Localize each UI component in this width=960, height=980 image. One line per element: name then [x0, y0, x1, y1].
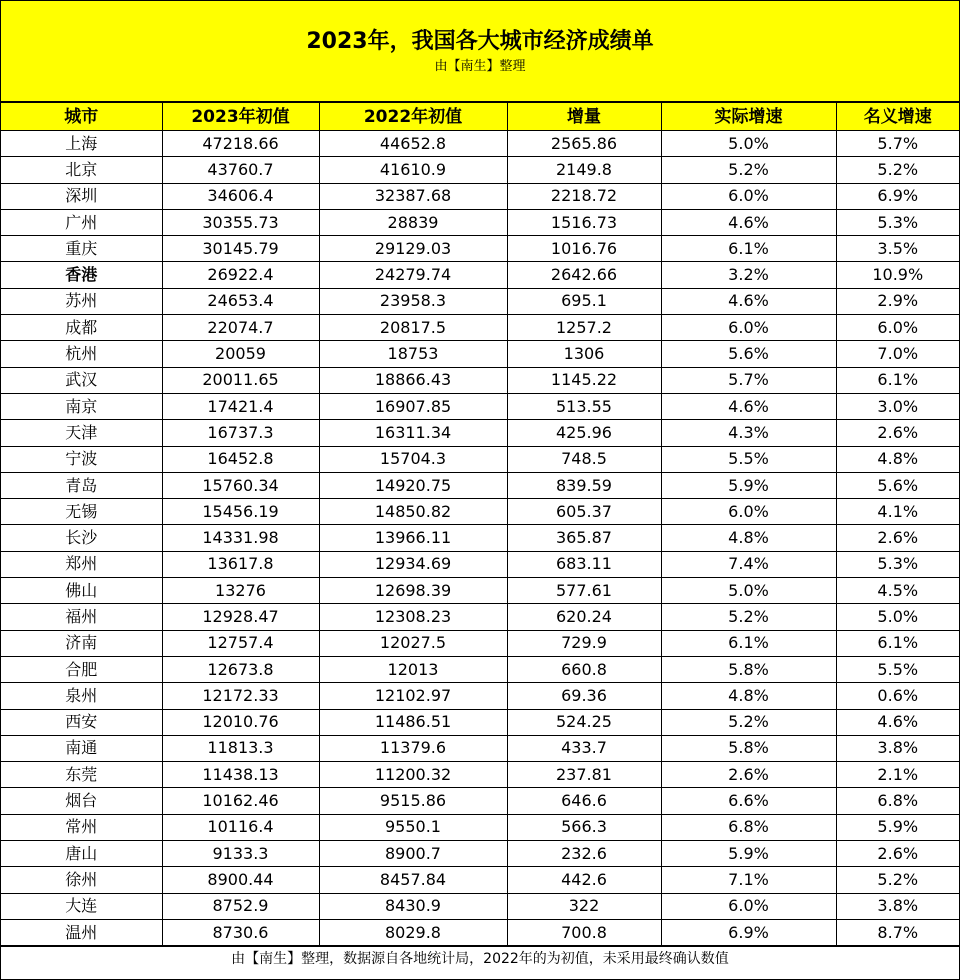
cell-city: 郑州 [1, 551, 162, 577]
cell-real-growth: 4.6% [661, 209, 836, 235]
table-row [1, 709, 959, 735]
cell-increment: 1516.73 [507, 209, 661, 235]
cell-increment: 1257.2 [507, 315, 661, 341]
cell-2023-value: 20011.65 [162, 367, 319, 393]
cell-increment: 513.55 [507, 393, 661, 419]
cell-2022-value: 12308.23 [319, 604, 507, 630]
cell-2023-value: 8730.6 [162, 919, 319, 945]
cell-increment: 524.25 [507, 709, 661, 735]
cell-nominal-growth: 10.9% [836, 262, 959, 288]
cell-increment: 700.8 [507, 919, 661, 945]
cell-nominal-growth: 6.0% [836, 315, 959, 341]
cell-city: 南京 [1, 393, 162, 419]
cell-city: 无锡 [1, 499, 162, 525]
table-row [1, 499, 959, 525]
cell-2023-value: 11813.3 [162, 735, 319, 761]
cell-increment: 2642.66 [507, 262, 661, 288]
cell-nominal-growth: 2.6% [836, 420, 959, 446]
cell-2022-value: 18866.43 [319, 367, 507, 393]
cell-nominal-growth: 2.9% [836, 288, 959, 314]
cell-nominal-growth: 3.8% [836, 893, 959, 919]
table-row [1, 841, 959, 867]
cell-2022-value: 13966.11 [319, 525, 507, 551]
cell-city: 佛山 [1, 578, 162, 604]
cell-nominal-growth: 4.1% [836, 499, 959, 525]
cell-city: 宁波 [1, 446, 162, 472]
table-row [1, 315, 959, 341]
cell-real-growth: 6.1% [661, 630, 836, 656]
cell-increment: 729.9 [507, 630, 661, 656]
cell-2023-value: 20059 [162, 341, 319, 367]
cell-city: 西安 [1, 709, 162, 735]
cell-increment: 683.11 [507, 551, 661, 577]
table-row [1, 762, 959, 788]
table-row [1, 157, 959, 183]
table-row [1, 236, 959, 262]
cell-city: 青岛 [1, 472, 162, 498]
table-row [1, 420, 959, 446]
cell-real-growth: 6.9% [661, 919, 836, 945]
cell-2023-value: 47218.66 [162, 131, 319, 157]
cell-increment: 237.81 [507, 762, 661, 788]
cell-2023-value: 12673.8 [162, 656, 319, 682]
cell-real-growth: 7.1% [661, 867, 836, 893]
cell-nominal-growth: 2.1% [836, 762, 959, 788]
cell-2023-value: 34606.4 [162, 183, 319, 209]
cell-2022-value: 32387.68 [319, 183, 507, 209]
cell-2022-value: 12027.5 [319, 630, 507, 656]
table-row [1, 288, 959, 314]
table-row [1, 683, 959, 709]
cell-2022-value: 16907.85 [319, 393, 507, 419]
cell-city: 重庆 [1, 236, 162, 262]
cell-nominal-growth: 5.9% [836, 814, 959, 840]
table-row [1, 446, 959, 472]
cell-nominal-growth: 6.8% [836, 788, 959, 814]
cell-city: 烟台 [1, 788, 162, 814]
cell-increment: 1145.22 [507, 367, 661, 393]
cell-2022-value: 8029.8 [319, 919, 507, 945]
cell-city: 武汉 [1, 367, 162, 393]
cell-real-growth: 5.7% [661, 367, 836, 393]
column-header-2022-value: 2022年初值 [319, 103, 507, 131]
footer-note: 由【南生】整理，数据源自各地统计局，2022年的为初值，未采用最终确认数值 [1, 946, 959, 971]
cell-city: 合肥 [1, 656, 162, 682]
cell-2023-value: 13617.8 [162, 551, 319, 577]
cell-2023-value: 26922.4 [162, 262, 319, 288]
cell-real-growth: 6.8% [661, 814, 836, 840]
table-row [1, 604, 959, 630]
cell-increment: 839.59 [507, 472, 661, 498]
cell-2023-value: 13276 [162, 578, 319, 604]
cell-2022-value: 20817.5 [319, 315, 507, 341]
table-row [1, 630, 959, 656]
cell-city: 上海 [1, 131, 162, 157]
cell-2022-value: 16311.34 [319, 420, 507, 446]
cell-increment: 232.6 [507, 841, 661, 867]
cell-city: 大连 [1, 893, 162, 919]
cell-2023-value: 30355.73 [162, 209, 319, 235]
cell-2023-value: 16452.8 [162, 446, 319, 472]
cell-increment: 660.8 [507, 656, 661, 682]
cell-2023-value: 17421.4 [162, 393, 319, 419]
cell-2023-value: 12010.76 [162, 709, 319, 735]
cell-nominal-growth: 5.6% [836, 472, 959, 498]
cell-2022-value: 12698.39 [319, 578, 507, 604]
cell-real-growth: 5.8% [661, 735, 836, 761]
table-row [1, 131, 959, 157]
cell-2023-value: 15456.19 [162, 499, 319, 525]
cell-nominal-growth: 3.5% [836, 236, 959, 262]
page-title: 2023年，我国各大城市经济成绩单 [306, 29, 654, 54]
cell-city: 香港 [1, 262, 162, 288]
cell-increment: 695.1 [507, 288, 661, 314]
cell-real-growth: 4.8% [661, 683, 836, 709]
column-header-nominal-growth: 名义增速 [836, 103, 959, 131]
cell-nominal-growth: 6.1% [836, 630, 959, 656]
cell-nominal-growth: 5.2% [836, 157, 959, 183]
cell-2023-value: 24653.4 [162, 288, 319, 314]
cell-nominal-growth: 5.2% [836, 867, 959, 893]
cell-increment: 2149.8 [507, 157, 661, 183]
cell-nominal-growth: 5.7% [836, 131, 959, 157]
cell-2023-value: 30145.79 [162, 236, 319, 262]
cell-city: 长沙 [1, 525, 162, 551]
page-subtitle: 由【南生】整理 [434, 59, 526, 74]
cell-real-growth: 5.2% [661, 157, 836, 183]
cell-2023-value: 22074.7 [162, 315, 319, 341]
cell-real-growth: 3.2% [661, 262, 836, 288]
title-banner [1, 1, 959, 102]
table-row [1, 367, 959, 393]
cell-city: 苏州 [1, 288, 162, 314]
cell-nominal-growth: 2.6% [836, 525, 959, 551]
cell-2022-value: 11379.6 [319, 735, 507, 761]
cell-2022-value: 12013 [319, 656, 507, 682]
cell-increment: 433.7 [507, 735, 661, 761]
cell-2022-value: 41610.9 [319, 157, 507, 183]
cell-city: 南通 [1, 735, 162, 761]
cell-city: 广州 [1, 209, 162, 235]
cell-city: 福州 [1, 604, 162, 630]
cell-real-growth: 5.0% [661, 131, 836, 157]
cell-city: 深圳 [1, 183, 162, 209]
cell-real-growth: 6.0% [661, 893, 836, 919]
cell-real-growth: 4.6% [661, 393, 836, 419]
cell-nominal-growth: 3.0% [836, 393, 959, 419]
cell-nominal-growth: 3.8% [836, 735, 959, 761]
cell-2022-value: 24279.74 [319, 262, 507, 288]
table-row [1, 656, 959, 682]
table-row [1, 209, 959, 235]
cell-real-growth: 5.6% [661, 341, 836, 367]
cell-2022-value: 8900.7 [319, 841, 507, 867]
cell-increment: 646.6 [507, 788, 661, 814]
cell-real-growth: 6.0% [661, 499, 836, 525]
cell-real-growth: 4.6% [661, 288, 836, 314]
cell-2022-value: 9515.86 [319, 788, 507, 814]
cell-2023-value: 43760.7 [162, 157, 319, 183]
cell-city: 温州 [1, 919, 162, 945]
cell-increment: 620.24 [507, 604, 661, 630]
cell-increment: 748.5 [507, 446, 661, 472]
cell-real-growth: 5.5% [661, 446, 836, 472]
cell-real-growth: 5.0% [661, 578, 836, 604]
column-header-city: 城市 [1, 103, 162, 131]
table-row [1, 893, 959, 919]
cell-2022-value: 15704.3 [319, 446, 507, 472]
cell-real-growth: 7.4% [661, 551, 836, 577]
cell-nominal-growth: 5.3% [836, 551, 959, 577]
table-row [1, 788, 959, 814]
cell-2023-value: 15760.34 [162, 472, 319, 498]
cell-2022-value: 18753 [319, 341, 507, 367]
cell-real-growth: 4.3% [661, 420, 836, 446]
table-row [1, 919, 959, 945]
column-header-real-growth: 实际增速 [661, 103, 836, 131]
cell-city: 济南 [1, 630, 162, 656]
cell-nominal-growth: 5.0% [836, 604, 959, 630]
cell-increment: 442.6 [507, 867, 661, 893]
cell-increment: 322 [507, 893, 661, 919]
table-row [1, 867, 959, 893]
cell-nominal-growth: 4.6% [836, 709, 959, 735]
cell-increment: 69.36 [507, 683, 661, 709]
column-header-2023-value: 2023年初值 [162, 103, 319, 131]
cell-2023-value: 8900.44 [162, 867, 319, 893]
cell-real-growth: 2.6% [661, 762, 836, 788]
cell-2022-value: 44652.8 [319, 131, 507, 157]
cell-city: 唐山 [1, 841, 162, 867]
cell-2023-value: 16737.3 [162, 420, 319, 446]
cell-2022-value: 9550.1 [319, 814, 507, 840]
cell-2022-value: 28839 [319, 209, 507, 235]
cell-increment: 1306 [507, 341, 661, 367]
cell-nominal-growth: 5.5% [836, 656, 959, 682]
cell-city: 成都 [1, 315, 162, 341]
table-body [1, 131, 959, 946]
table-header-row [1, 103, 959, 131]
cell-2022-value: 14850.82 [319, 499, 507, 525]
cell-2022-value: 11486.51 [319, 709, 507, 735]
cell-2022-value: 8457.84 [319, 867, 507, 893]
cell-2022-value: 11200.32 [319, 762, 507, 788]
table-row [1, 551, 959, 577]
cell-real-growth: 5.9% [661, 472, 836, 498]
table-row [1, 814, 959, 840]
cell-city: 常州 [1, 814, 162, 840]
table-row [1, 472, 959, 498]
cell-2022-value: 29129.03 [319, 236, 507, 262]
cell-real-growth: 6.1% [661, 236, 836, 262]
cell-2022-value: 8430.9 [319, 893, 507, 919]
cell-real-growth: 5.2% [661, 604, 836, 630]
cell-increment: 1016.76 [507, 236, 661, 262]
table-row [1, 735, 959, 761]
table-row [1, 393, 959, 419]
table-row [1, 262, 959, 288]
cell-real-growth: 6.0% [661, 183, 836, 209]
cell-real-growth: 5.9% [661, 841, 836, 867]
cell-2023-value: 12928.47 [162, 604, 319, 630]
cell-city: 徐州 [1, 867, 162, 893]
cell-2023-value: 11438.13 [162, 762, 319, 788]
table-row [1, 341, 959, 367]
cell-real-growth: 4.8% [661, 525, 836, 551]
cell-nominal-growth: 2.6% [836, 841, 959, 867]
cell-increment: 365.87 [507, 525, 661, 551]
city-economy-table [1, 102, 959, 946]
cell-real-growth: 5.8% [661, 656, 836, 682]
table-row [1, 525, 959, 551]
cell-increment: 566.3 [507, 814, 661, 840]
cell-nominal-growth: 8.7% [836, 919, 959, 945]
cell-nominal-growth: 7.0% [836, 341, 959, 367]
cell-2022-value: 14920.75 [319, 472, 507, 498]
cell-increment: 2218.72 [507, 183, 661, 209]
table-row [1, 578, 959, 604]
cell-nominal-growth: 5.3% [836, 209, 959, 235]
cell-increment: 577.61 [507, 578, 661, 604]
cell-2023-value: 9133.3 [162, 841, 319, 867]
cell-city: 天津 [1, 420, 162, 446]
cell-2023-value: 10116.4 [162, 814, 319, 840]
cell-2023-value: 10162.46 [162, 788, 319, 814]
cell-nominal-growth: 0.6% [836, 683, 959, 709]
cell-nominal-growth: 6.9% [836, 183, 959, 209]
cell-2022-value: 12934.69 [319, 551, 507, 577]
cell-nominal-growth: 4.8% [836, 446, 959, 472]
cell-2023-value: 14331.98 [162, 525, 319, 551]
cell-2023-value: 12757.4 [162, 630, 319, 656]
cell-real-growth: 5.2% [661, 709, 836, 735]
cell-increment: 605.37 [507, 499, 661, 525]
cell-2023-value: 12172.33 [162, 683, 319, 709]
cell-2023-value: 8752.9 [162, 893, 319, 919]
cell-city: 杭州 [1, 341, 162, 367]
cell-increment: 425.96 [507, 420, 661, 446]
cell-real-growth: 6.0% [661, 315, 836, 341]
cell-city: 泉州 [1, 683, 162, 709]
column-header-increment: 增量 [507, 103, 661, 131]
cell-city: 东莞 [1, 762, 162, 788]
cell-nominal-growth: 4.5% [836, 578, 959, 604]
cell-2022-value: 23958.3 [319, 288, 507, 314]
cell-increment: 2565.86 [507, 131, 661, 157]
table-row [1, 183, 959, 209]
cell-real-growth: 6.6% [661, 788, 836, 814]
cell-nominal-growth: 6.1% [836, 367, 959, 393]
cell-city: 北京 [1, 157, 162, 183]
cell-2022-value: 12102.97 [319, 683, 507, 709]
